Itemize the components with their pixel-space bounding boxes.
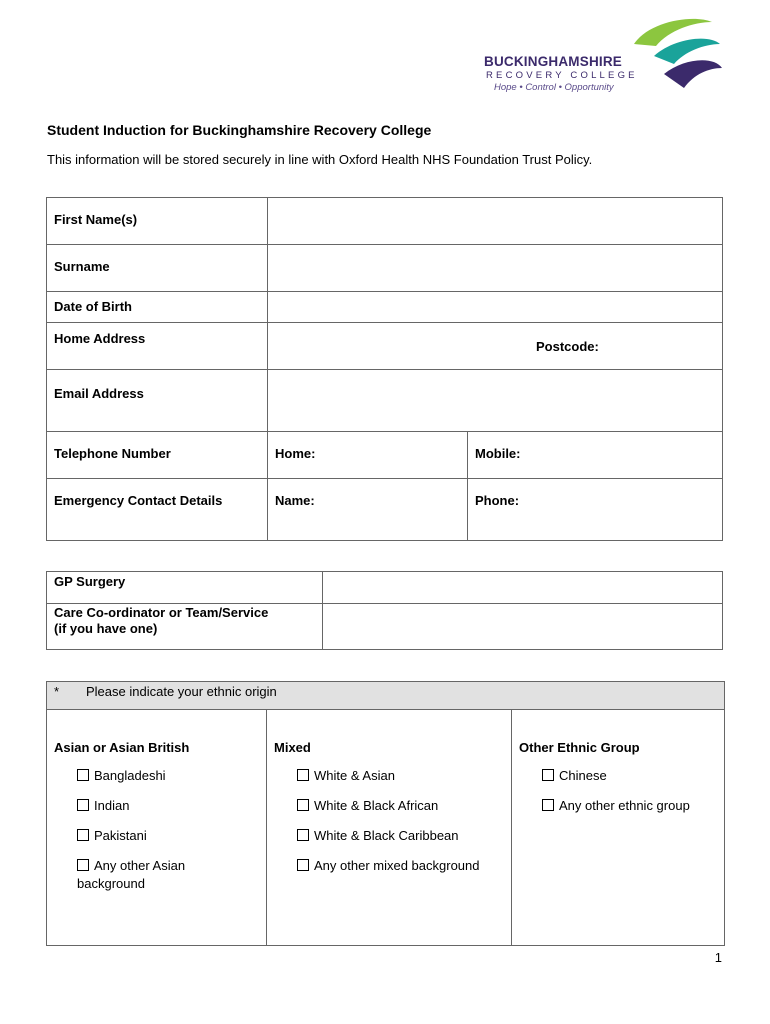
option-white-black-caribbean[interactable] [297,827,511,845]
gp-row [47,572,723,604]
checkbox[interactable] [297,769,309,781]
email-field[interactable] [268,370,723,432]
document-intro: This information will be stored securely in line with Oxford Health NHS Foundation Trust Policy. [47,152,593,167]
option-white-asian[interactable] [297,767,511,785]
coordinator-label [47,604,323,650]
asterisk: * [54,684,60,699]
email-row [47,370,723,432]
checkbox[interactable] [297,829,309,841]
coordinator-label-line2: (if you have one) [54,621,158,636]
page-number: 1 [714,950,722,965]
checkbox[interactable] [297,859,309,871]
home-address-field[interactable] [268,323,723,370]
surname-field[interactable] [268,245,723,292]
option-label: White & Black Caribbean [314,828,459,843]
dob-label: Date of Birth [47,292,268,323]
care-details-table [46,571,723,650]
emergency-label: Emergency Contact Details [47,479,268,541]
checkbox[interactable] [77,799,89,811]
asian-group [47,710,267,946]
logo-swoosh-icon [624,16,724,91]
surname-row [47,245,723,292]
ethnic-origin-table [46,681,725,946]
option-label: Chinese [559,768,607,783]
asian-group-title: Asian or Asian British [54,740,190,755]
home-phone-label: Home: [275,446,316,461]
option-label: Bangladeshi [94,768,166,783]
option-indian[interactable] [77,797,266,815]
other-group-title: Other Ethnic Group [519,740,640,755]
option-label: Any other ethnic group [559,798,690,813]
logo-title: BUCKINGHAMSHIRE [484,54,622,69]
mixed-group [267,710,512,946]
home-address-label: Home Address [47,323,268,370]
logo-subtitle: RECOVERY COLLEGE [486,70,638,81]
college-logo [484,16,724,96]
email-label: Email Address [47,370,268,432]
checkbox[interactable] [77,859,89,871]
checkbox[interactable] [542,799,554,811]
coordinator-row [47,604,723,650]
home-address-row [47,323,723,370]
option-white-black-african[interactable] [297,797,511,815]
option-chinese[interactable] [542,767,724,785]
gp-surgery-field[interactable] [323,572,723,604]
emergency-row [47,479,723,541]
gp-surgery-label: GP Surgery [47,572,323,604]
option-label: Pakistani [94,828,147,843]
mobile-phone-field[interactable] [468,432,723,479]
checkbox[interactable] [77,829,89,841]
option-label: Any other mixed background [314,858,480,873]
option-any-other-ethnic[interactable] [542,797,724,815]
document-title: Student Induction for Buckinghamshire Recovery College [47,122,432,138]
checkbox[interactable] [542,769,554,781]
mobile-phone-label: Mobile: [475,446,521,461]
telephone-label: Telephone Number [47,432,268,479]
option-bangladeshi[interactable] [77,767,266,785]
emergency-name-field[interactable] [268,479,468,541]
mixed-group-title: Mixed [274,740,311,755]
other-group [512,710,725,946]
option-any-other-mixed[interactable] [297,857,511,875]
ethnic-prompt: Please indicate your ethnic origin [86,684,277,699]
option-label: Indian [94,798,130,813]
emergency-phone-field[interactable] [468,479,723,541]
option-any-other-asian[interactable] [77,857,207,893]
coordinator-label-line1: Care Co-ordinator or Team/Service [54,605,269,620]
first-name-row [47,198,723,245]
checkbox[interactable] [77,769,89,781]
emergency-phone-label: Phone: [475,493,520,508]
home-phone-field[interactable] [268,432,468,479]
ethnic-header [47,682,725,710]
telephone-row [47,432,723,479]
emergency-name-label: Name: [275,493,315,508]
surname-label: Surname [47,245,268,292]
option-pakistani[interactable] [77,827,266,845]
ethnic-options-row [47,710,725,946]
option-label: White & Black African [314,798,439,813]
coordinator-field[interactable] [323,604,723,650]
checkbox[interactable] [297,799,309,811]
postcode-label: Postcode: [536,339,599,354]
dob-row [47,292,723,323]
option-label: White & Asian [314,768,395,783]
ethnic-header-row [47,682,725,710]
logo-tagline: Hope • Control • Opportunity [494,82,614,93]
option-label: Any other Asian background [77,858,186,891]
first-name-label: First Name(s) [47,198,268,245]
dob-field[interactable] [268,292,723,323]
personal-details-table [46,197,723,541]
first-name-field[interactable] [268,198,723,245]
